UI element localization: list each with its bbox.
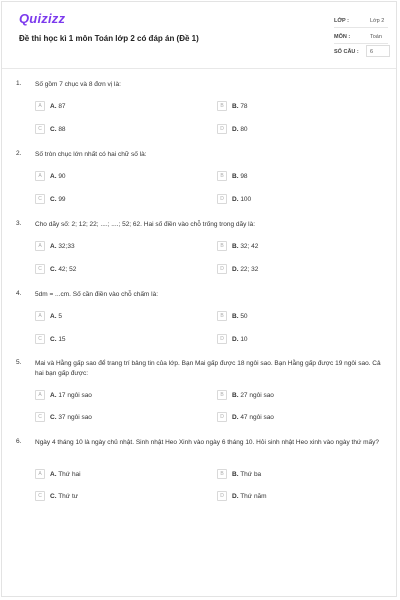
option-a[interactable] [35, 240, 75, 252]
option-letter-box: C [35, 334, 45, 344]
option-label: D. [232, 195, 239, 203]
option-a[interactable] [35, 100, 66, 112]
meta-grade-key: LỚP : [334, 18, 349, 24]
option-d[interactable] [217, 123, 248, 135]
option-d[interactable] [217, 333, 248, 345]
option-letter-box: B [217, 469, 227, 479]
option-text: 15 [58, 335, 66, 343]
question-number: 4. [16, 290, 22, 297]
option-label: B. [232, 391, 239, 399]
option-c[interactable] [35, 263, 76, 275]
option-text: 100 [240, 195, 252, 203]
option-label: D. [232, 335, 239, 343]
option-text: 50 [240, 312, 248, 320]
option-label: C. [50, 265, 57, 273]
option-text: 98 [240, 172, 248, 180]
option-b[interactable] [217, 240, 258, 252]
option-text: Thứ tư [58, 492, 79, 500]
question-text: Cho dãy số: 2; 12; 22; ....; ....; 52; 62. Hai số điền vào chỗ trống trong dãy là: [35, 221, 256, 228]
option-text: 37 ngôi sao [58, 413, 92, 421]
option-letter-box: A [35, 101, 45, 111]
meta-divider [334, 27, 388, 28]
quizizz-logo: Quizizz [19, 11, 66, 26]
question-number: 3. [16, 220, 22, 227]
option-text: Thứ ba [240, 470, 262, 478]
option-label: D. [232, 125, 239, 133]
option-c[interactable] [35, 123, 66, 135]
option-label: A. [50, 391, 57, 399]
worksheet-header [2, 2, 396, 69]
meta-count-key: SỐ CÂU : [334, 49, 359, 55]
option-label: B. [232, 312, 239, 320]
option-text: 47 ngôi sao [240, 413, 274, 421]
option-text: 32; 42 [240, 242, 259, 250]
question-text: Số gồm 7 chục và 8 đơn vị là: [35, 81, 121, 88]
meta-subject-key: MÔN : [334, 34, 351, 40]
option-b[interactable] [217, 100, 248, 112]
option-letter-box: D [217, 412, 227, 422]
meta-subject-value: Toán [370, 34, 382, 40]
option-b[interactable] [217, 170, 248, 182]
option-text: 10 [240, 335, 248, 343]
option-text: 90 [58, 172, 66, 180]
option-text: 88 [58, 125, 66, 133]
question-text: Mai và Hằng gấp sao để trang trí bảng tin của lớp. Bạn Mai gấp được 18 ngôi sao. Bạn Hằng gấp được 19 ngôi sao. Cả hai bạn gấp được: [35, 360, 381, 377]
option-text: 27 ngôi sao [240, 391, 274, 399]
option-text: 17 ngôi sao [58, 391, 92, 399]
option-a[interactable] [35, 170, 66, 182]
option-text: 87 [58, 102, 66, 110]
option-letter-box: A [35, 241, 45, 251]
option-label: A. [50, 470, 57, 478]
option-d[interactable] [217, 490, 267, 502]
question-text: Số tròn chục lớn nhất có hai chữ số là: [35, 151, 147, 158]
option-label: B. [232, 102, 239, 110]
question-number: 1. [16, 80, 22, 87]
option-letter-box: A [35, 171, 45, 181]
option-label: B. [232, 242, 239, 250]
question-number: 5. [16, 359, 22, 366]
option-text: 22; 32 [240, 265, 259, 273]
worksheet-page [1, 1, 397, 597]
option-d[interactable] [217, 193, 251, 205]
option-d[interactable] [217, 411, 274, 423]
option-c[interactable] [35, 193, 66, 205]
option-letter-box: A [35, 469, 45, 479]
question-number: 2. [16, 150, 22, 157]
option-text: Thứ năm [240, 492, 267, 500]
option-b[interactable] [217, 389, 274, 401]
option-a[interactable] [35, 468, 81, 480]
option-text: 78 [240, 102, 248, 110]
option-letter-box: B [217, 311, 227, 321]
option-a[interactable] [35, 310, 62, 322]
option-letter-box: A [35, 390, 45, 400]
option-letter-box: B [217, 171, 227, 181]
option-letter-box: C [35, 194, 45, 204]
option-letter-box: D [217, 334, 227, 344]
option-letter-box: A [35, 311, 45, 321]
option-label: B. [232, 172, 239, 180]
question-text: 5dm = ...cm. Số cần điền vào chỗ chấm là: [35, 291, 159, 298]
option-label: A. [50, 172, 57, 180]
option-text: 32;33 [58, 242, 75, 250]
option-label: A. [50, 312, 57, 320]
option-letter-box: D [217, 491, 227, 501]
option-text: 80 [240, 125, 248, 133]
option-letter-box: C [35, 124, 45, 134]
option-label: A. [50, 102, 57, 110]
meta-divider [334, 43, 388, 44]
option-b[interactable] [217, 468, 261, 480]
meta-count-value: 6 [370, 49, 374, 55]
option-letter-box: C [35, 412, 45, 422]
option-label: C. [50, 413, 57, 421]
option-text: 5 [58, 312, 62, 320]
meta-grade-value: Lớp 2 [370, 18, 385, 24]
option-label: D. [232, 265, 239, 273]
option-label: D. [232, 413, 239, 421]
option-a[interactable] [35, 389, 92, 401]
option-letter-box: C [35, 264, 45, 274]
option-letter-box: C [35, 491, 45, 501]
option-letter-box: D [217, 194, 227, 204]
option-letter-box: D [217, 124, 227, 134]
option-label: B. [232, 470, 239, 478]
option-b[interactable] [217, 310, 248, 322]
question-number: 6. [16, 438, 22, 445]
option-label: C. [50, 492, 57, 500]
option-d[interactable] [217, 263, 258, 275]
option-letter-box: B [217, 390, 227, 400]
option-label: C. [50, 335, 57, 343]
option-label: C. [50, 195, 57, 203]
option-label: D. [232, 492, 239, 500]
question-text: Ngày 4 tháng 10 là ngày chủ nhật. Sinh nhật Heo Xinh vào ngày 6 tháng 10. Hỏi sinh nhật Heo xinh vào ngày thứ mấy? [35, 439, 380, 446]
option-c[interactable] [35, 411, 92, 423]
option-letter-box: B [217, 101, 227, 111]
option-letter-box: D [217, 264, 227, 274]
option-label: A. [50, 242, 57, 250]
option-c[interactable] [35, 333, 66, 345]
option-label: C. [50, 125, 57, 133]
option-c[interactable] [35, 490, 78, 502]
option-text: 42; 52 [58, 265, 77, 273]
option-letter-box: B [217, 241, 227, 251]
page-title: Đề thi học kì 1 môn Toán lớp 2 có đáp án (Đề 1) [19, 34, 199, 43]
option-text: Thứ hai [58, 470, 81, 478]
option-text: 99 [58, 195, 66, 203]
